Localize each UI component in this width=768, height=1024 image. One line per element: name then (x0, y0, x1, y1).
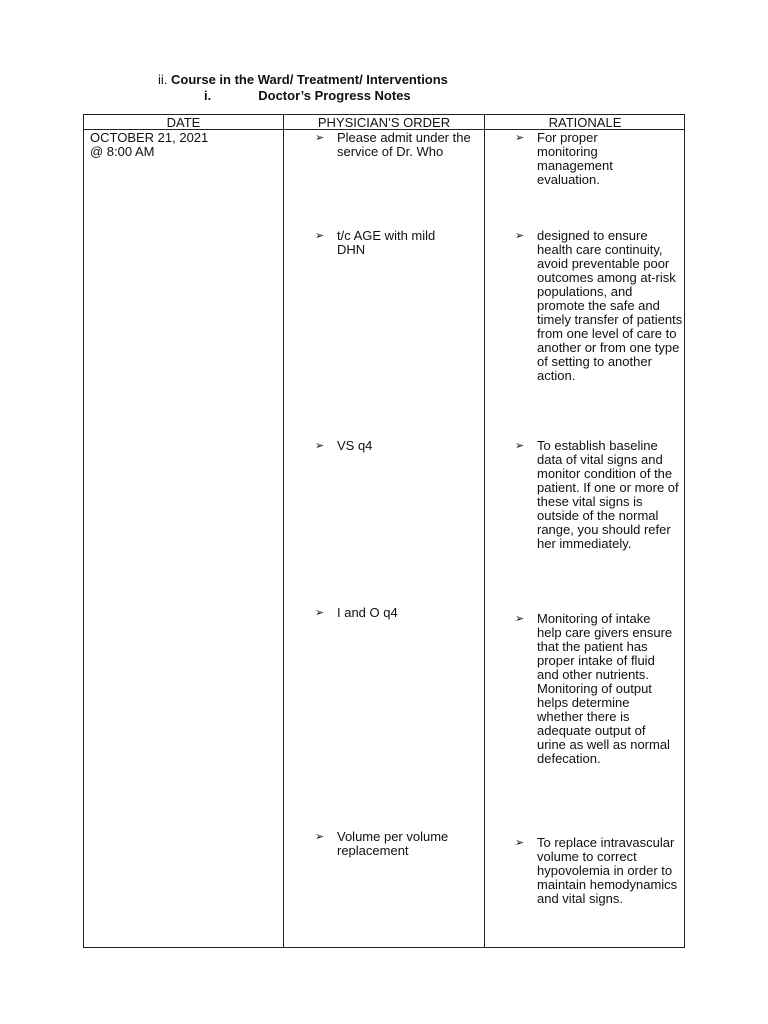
rationale-text: designed to ensure health care continuity, avoid preventable poor outcomes among at-risk populations, and promote the safe and timely transfer of patients from one level of care to another or from one type of setting to another action. (537, 228, 683, 383)
arrow-bullet-icon: ➢ (315, 132, 325, 144)
header-date: DATE (166, 115, 201, 130)
order-text: t/c AGE with mild DHN (337, 228, 436, 257)
rationale-text: For proper monitoring management evaluation. (537, 130, 613, 187)
section-numeral: ii. (158, 72, 168, 87)
subsection-title: Doctor’s Progress Notes (258, 88, 411, 103)
arrow-bullet-icon: ➢ (315, 230, 325, 242)
column-divider (283, 115, 284, 947)
header-rationale: RATIONALE (548, 115, 622, 130)
arrow-bullet-icon: ➢ (515, 837, 525, 849)
rationale-text: Monitoring of intake help care givers ensure that the patient has proper intake of fluid and other nutrients. Monitoring of output helps determine whether there is adequate output of urine as well as normal defecation. (537, 611, 673, 766)
arrow-bullet-icon: ➢ (515, 440, 525, 452)
arrow-bullet-icon: ➢ (315, 440, 325, 452)
subsection-numeral: i. (204, 88, 212, 103)
order-text: Volume per volume replacement (337, 829, 449, 858)
section-heading (158, 72, 448, 88)
arrow-bullet-icon: ➢ (515, 230, 525, 242)
section-title: Course in the Ward/ Treatment/ Interventions (171, 72, 448, 87)
progress-notes-table (83, 114, 685, 948)
order-text: VS q4 (337, 438, 373, 453)
arrow-bullet-icon: ➢ (515, 613, 525, 625)
arrow-bullet-icon: ➢ (315, 831, 325, 843)
column-divider (484, 115, 485, 947)
rationale-text: To replace intravascular volume to correct hypovolemia in order to maintain hemodynamics and vital signs. (537, 835, 678, 906)
date-cell (90, 131, 208, 159)
order-text: Please admit under the service of Dr. Who (337, 130, 471, 159)
header-physicians-order: PHYSICIAN’S ORDER (317, 115, 451, 130)
date-line: OCTOBER 21, 2021 (90, 130, 209, 145)
subsection-heading (204, 88, 411, 104)
order-text: I and O q4 (337, 605, 398, 620)
arrow-bullet-icon: ➢ (315, 607, 325, 619)
arrow-bullet-icon: ➢ (515, 132, 525, 144)
time-line: @ 8:00 AM (90, 144, 155, 159)
rationale-text: To establish baseline data of vital signs and monitor condition of the patient. If one or more of these vital signs is outside of the normal range, you should refer her immediately. (537, 438, 679, 551)
